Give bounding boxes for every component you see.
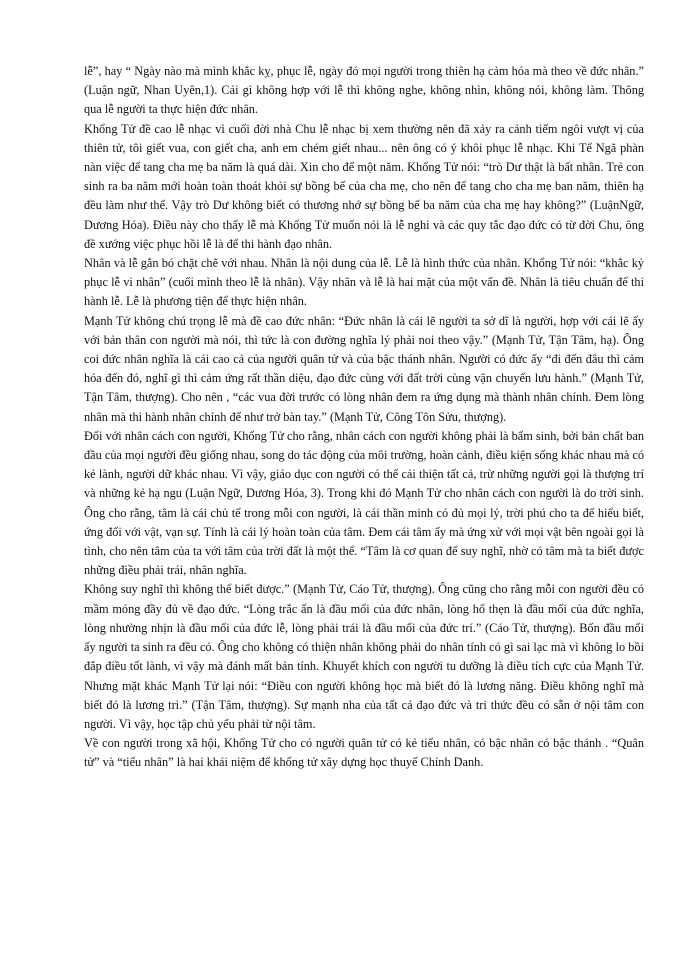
paragraph-1: lễ”, hay “ Ngày nào mà mình khắc kỵ, phục lễ, ngày đó mọi người trong thiên hạ cảm hóa mà theo về đức nhân.” (Luận ngữ, Nhan Uyên,1). Cái gì không hợp với lễ thì không nghe, không nhìn, không nói, không làm. Thông qua lễ người ta thực hiện đức nhân. bbox=[84, 64, 644, 117]
paragraph-3: Nhân và lễ gắn bó chặt chẽ với nhau. Nhân là nội dung của lễ. Lễ là hình thức của nhân. Khổng Tử nói: “khắc kỷ phục lễ vi nhân” (cuối mình theo lễ là nhân). Vậy nhân và lễ là hai mặt của một vấn đề. Nhân là tiêu chuẩn để thi hành lễ. Lễ là phương tiện để thực hiện nhân. bbox=[84, 256, 644, 309]
paragraph-6: Không suy nghĩ thì không thể biết được.” (Mạnh Tử, Cáo Tử, thượng). Ông cũng cho rằng mỗi con người đều có mầm móng đầy đủ về đạo đức. “Lòng trắc ẩn là đầu mối của đức nhân, lòng hổ thẹn là đầu mối của đức nghĩa, lòng nhường nhịn là đầu mối của đức lễ, lòng phải trái là đầu mối của đức trí.” (Cáo Tử, thượng). Bốn đầu mối ấy người ta sinh ra đều có. Ông cho không có thiện nhân không phải do nhân tính có gì sai lạc mà vì không lo bồi đắp điều tốt lành, vì vậy mà đánh mất bản tính. Khuyết khích con người tu dưỡng là điều tích cực của Mạnh Tử. Nhưng mặt khác Mạnh Tử lại nói: “Điều con người không học mà biết đó là lương năng. Điều không nghĩ mà biết đó là lương tri.” (Tận Tâm, thượng). Sự mạnh nha của tất cả đạo đức và tri thức đều có sẵn ở nội tâm con người. Vì vậy, học tập chủ yếu phải từ nội tâm. bbox=[84, 582, 644, 731]
paragraph-4: Mạnh Tử không chú trọng lễ mà đề cao đức nhân: “Đức nhân là cái lẽ người ta sở dĩ là người, hợp với cái lẽ ấy với bản thân con người mà nói, thì tức là con đường nghĩa lý phải noi theo vậy.” (Mạnh Tử, Tận Tâm, hạ). Ông coi đức nhân nghĩa là cái cao cả của người quân tử và của bậc thánh nhân. Người có đức ấy “đi đến đâu thì cảm hóa đến đó, nghĩ gì thì cảm ứng rất thần diệu, đạo đức cùng với đất trời cùng vận chuyển lưu hành.” (Mạnh Tử, Tận Tâm, thượng). Cho nên , “các vua đời trước có lòng nhân đem ra ứng dụng mà thành nhân chính. Đem lòng nhân mà thi hành nhân chính để như trở bàn tay.” (Mạnh Tử, Công Tôn Sửu, thượng). bbox=[84, 313, 644, 424]
paragraph-5: Đối với nhân cách con người, Khổng Tử cho rằng, nhân cách con người không phải là bẩm sinh, bởi bản chất ban đầu của mọi người đều giống nhau, song do tác động của môi trường, hoàn cảnh, điều kiện sống khác nhau mà có kẻ lành, người dữ khác nhau. Vì vậy, giáo dục con người có thể cải thiện tất cả, trừ những người gọi là thượng trí và những kẻ hạ ngu (Luận Ngữ, Dương Hóa, 3). Trong khi đó Mạnh Tử cho nhân cách con người là do trời sinh. Ông cho rằng, tâm là cái chủ tể trong mỗi con người, là cái thần minh có đủ mọi lý, trời phú cho ta để hiểu biết, ứng đối với vật, vạn sự. Tính là cái lý hoàn toàn của tâm. Đem cái tâm ấy mà ứng xử với mọi vật bên ngoài gọi là tình, cho nên tâm của ta với tâm của trời đất là một thể. “Tâm là cơ quan để suy nghĩ, nhờ có tâm mà ta biết được những điều phải trái, nhân nghĩa. bbox=[84, 428, 644, 578]
paragraph-2: Khổng Tử đề cao lễ nhạc vì cuối đời nhà Chu lễ nhạc bị xem thường nên đã xảy ra cảnh tiếm ngôi vượt vị của thiên tử, tôi giết vua, con giết cha, anh em chém giết nhau... nên ông có ý khôi phục lễ nhạc. Khi Tể Ngã phàn nàn việc để tang cha mẹ ba năm là quá dài. Xin cho để một năm. Khổng Tử nói: “trò Dư thật là bất nhân. Trẻ con sinh ra ba năm mới hoàn toàn thoát khỏi sự bồng bế của cha mẹ, cho nên để tang cho cha mẹ ban năm, thiên hạ đều làm như thế. Vậy trò Dư không biết có thương nhớ sự bồng bế ba năm của cha mẹ hay không?” (LuậnNgữ, Dương Hóa). Điều này cho thấy lễ mà Khổng Tử muốn nói là lễ nghi và các quy tắc đạo đức có từ đời Chu, ông đề xướng việc phục hồi lễ là để thi hành đạo nhân. bbox=[84, 121, 644, 251]
paragraph-7: Về con người trong xã hội, Khổng Tử cho có người quân tử có kẻ tiểu nhân, có bậc nhân có bậc thánh . “Quân tử” và “tiểu nhân” là hai khái niệm để khổng tử xây dựng học thuyế Chính Danh. bbox=[84, 736, 644, 770]
